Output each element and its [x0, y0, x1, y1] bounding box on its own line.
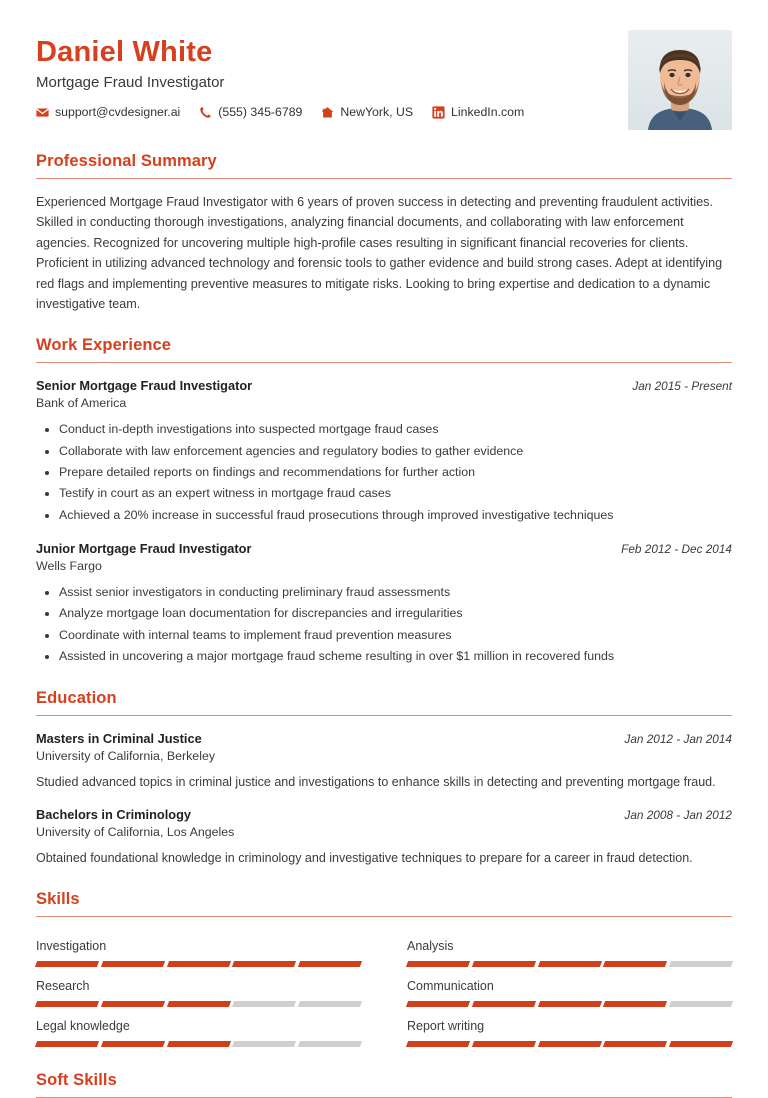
skill-level-segment: [232, 1041, 296, 1047]
skill-level-segment: [472, 1001, 536, 1007]
skill-level-segment: [603, 961, 667, 967]
resume-header: [36, 30, 732, 130]
entry-header: [36, 731, 732, 746]
contact-location-label: NewYork, US: [340, 105, 414, 120]
list-item: • Prepare detailed reports on findings and recommendations for further action: [59, 462, 732, 483]
skill-level-segment: [472, 1041, 536, 1047]
section-title: Professional Summary: [36, 152, 217, 170]
skill-level-segment: [603, 1041, 667, 1047]
section-education: [36, 689, 732, 868]
skill-level-bar: [407, 1001, 732, 1007]
skill-level-segment: [298, 1041, 362, 1047]
entry-organization: University of California, Los Angeles: [36, 825, 235, 840]
skill-label: Analysis: [407, 939, 454, 954]
skill-level-segment: [538, 1041, 602, 1047]
list-item: • Analyze mortgage loan documentation for discrepancies and irregularities: [59, 603, 732, 624]
envelope-icon: [36, 106, 49, 119]
skill-item: [36, 967, 361, 1007]
linkedin-icon: [432, 106, 445, 119]
skill-level-segment: [406, 1041, 470, 1047]
skill-level-segment: [472, 961, 536, 967]
education-entry: [36, 731, 732, 792]
skill-level-segment: [603, 1001, 667, 1007]
section-divider: [36, 362, 732, 363]
contact-email-label: support@cvdesigner.ai: [55, 105, 181, 120]
skill-level-segment: [35, 1001, 99, 1007]
entry-bullet-list: [36, 582, 732, 667]
skill-level-segment: [167, 961, 231, 967]
list-item: • Assisted in uncovering a major mortgage fraud scheme resulting in over $1 million in recovered funds: [59, 646, 732, 667]
contact-phone-label: (555) 345-6789: [218, 105, 303, 120]
list-item: • Testify in court as an expert witness in mortgage fraud cases: [59, 483, 732, 504]
skill-level-bar: [407, 961, 732, 967]
entry-header: [36, 378, 732, 393]
section-divider: [36, 916, 732, 917]
skill-label: Report writing: [407, 1019, 485, 1034]
skill-level-segment: [669, 961, 733, 967]
entry-description: Studied advanced topics in criminal justice and investigations to enhance skills in detecting and preventing mortgage fraud.: [36, 775, 716, 790]
skill-item: [407, 967, 732, 1007]
contact-email[interactable]: [36, 105, 180, 119]
section-title: Education: [36, 689, 117, 708]
entry-organization: Wells Fargo: [36, 558, 102, 573]
skill-level-segment: [298, 961, 362, 967]
section-soft-skills: [36, 1071, 732, 1098]
contact-list: [36, 105, 524, 119]
skill-level-segment: [538, 1001, 602, 1007]
skill-level-segment: [669, 1041, 733, 1047]
entry-date: Jan 2015 - Present: [632, 379, 732, 394]
entry-header: [36, 541, 732, 556]
home-icon: [321, 106, 334, 119]
job-title: Mortgage Fraud Investigator: [36, 74, 225, 92]
section-title: Skills: [36, 890, 80, 909]
entry-organization: Bank of America: [36, 396, 127, 411]
section-title: Soft Skills: [36, 1071, 117, 1090]
skill-level-segment: [232, 961, 296, 967]
page-title: Daniel White: [36, 36, 213, 68]
entry-title: Senior Mortgage Fraud Investigator: [36, 378, 253, 394]
skill-label: Investigation: [36, 939, 107, 954]
skill-level-segment: [167, 1001, 231, 1007]
skill-level-segment: [101, 1001, 165, 1007]
entry-title: Masters in Criminal Justice: [36, 731, 202, 747]
skill-level-segment: [35, 961, 99, 967]
section-skills: [36, 890, 732, 1047]
section-professional-summary: [36, 152, 732, 314]
section-title: Work Experience: [36, 336, 172, 355]
entry-date: Jan 2008 - Jan 2012: [624, 808, 732, 823]
list-item: • Coordinate with internal teams to implement fraud prevention measures: [59, 625, 732, 646]
entry-header: [36, 807, 732, 822]
skill-level-segment: [298, 1001, 362, 1007]
section-divider: [36, 178, 732, 179]
skill-level-segment: [232, 1001, 296, 1007]
experience-entry: [36, 541, 732, 667]
contact-linkedin[interactable]: [432, 105, 524, 119]
entry-organization: University of California, Berkeley: [36, 749, 216, 764]
skill-level-segment: [167, 1041, 231, 1047]
skill-level-bar: [36, 961, 361, 967]
summary-text: Experienced Mortgage Fraud Investigator with 6 years of proven success in detecting and preventing fraudulent activities. Skilled in conducting thorough investigations, analyzing financial documents, and collaborating with law enforcement agencies. Recognized for uncovering multiple high-profile cases resulting in significant financial recoveries for clients. Proficient in utilizing advanced technology and forensic tools to gather evidence and build strong cases. Adept at identifying red flags and implementing preventive measures to mitigate risks. Looking to bring expertise and dedication to a dynamic investigative team.: [36, 195, 723, 311]
skill-label: Communication: [407, 979, 494, 994]
phone-icon: [199, 106, 212, 119]
skill-level-segment: [101, 1041, 165, 1047]
skill-level-bar: [36, 1001, 361, 1007]
skills-grid: [36, 927, 732, 1047]
list-item: • Assist senior investigators in conducting preliminary fraud assessments: [59, 582, 732, 603]
entry-title: Bachelors in Criminology: [36, 807, 192, 823]
list-item: • Collaborate with law enforcement agencies and regulatory bodies to gather evidence: [59, 441, 732, 462]
skill-level-bar: [36, 1041, 361, 1047]
section-work-experience: [36, 336, 732, 667]
skill-item: [407, 1007, 732, 1047]
entry-date: Jan 2012 - Jan 2014: [624, 732, 732, 747]
skill-item: [36, 1007, 361, 1047]
skill-level-segment: [538, 961, 602, 967]
entry-description: Obtained foundational knowledge in criminology and investigative techniques to prepare for a career in fraud detection.: [36, 851, 693, 866]
contact-linkedin-label: LinkedIn.com: [451, 105, 525, 120]
skill-level-segment: [406, 961, 470, 967]
contact-location[interactable]: [321, 105, 413, 119]
skill-label: Research: [36, 979, 90, 994]
skill-item: [407, 927, 732, 967]
list-item: • Achieved a 20% increase in successful fraud prosecutions through improved investigative techniques: [59, 505, 732, 526]
avatar: [628, 30, 732, 130]
entry-bullet-list: [36, 419, 732, 526]
list-item: • Conduct in-depth investigations into suspected mortgage fraud cases: [59, 419, 732, 440]
entry-date: Feb 2012 - Dec 2014: [621, 541, 732, 556]
section-divider: [36, 715, 732, 716]
entry-title: Junior Mortgage Fraud Investigator: [36, 540, 252, 556]
education-entry: [36, 807, 732, 868]
contact-phone[interactable]: [199, 105, 302, 119]
header-text-block: [36, 30, 524, 119]
skill-level-segment: [406, 1001, 470, 1007]
skill-level-bar: [407, 1041, 732, 1047]
skill-level-segment: [669, 1001, 733, 1007]
skill-level-segment: [35, 1041, 99, 1047]
skill-label: Legal knowledge: [36, 1019, 130, 1034]
experience-entry: [36, 378, 732, 526]
skill-level-segment: [101, 961, 165, 967]
skill-item: [36, 927, 361, 967]
